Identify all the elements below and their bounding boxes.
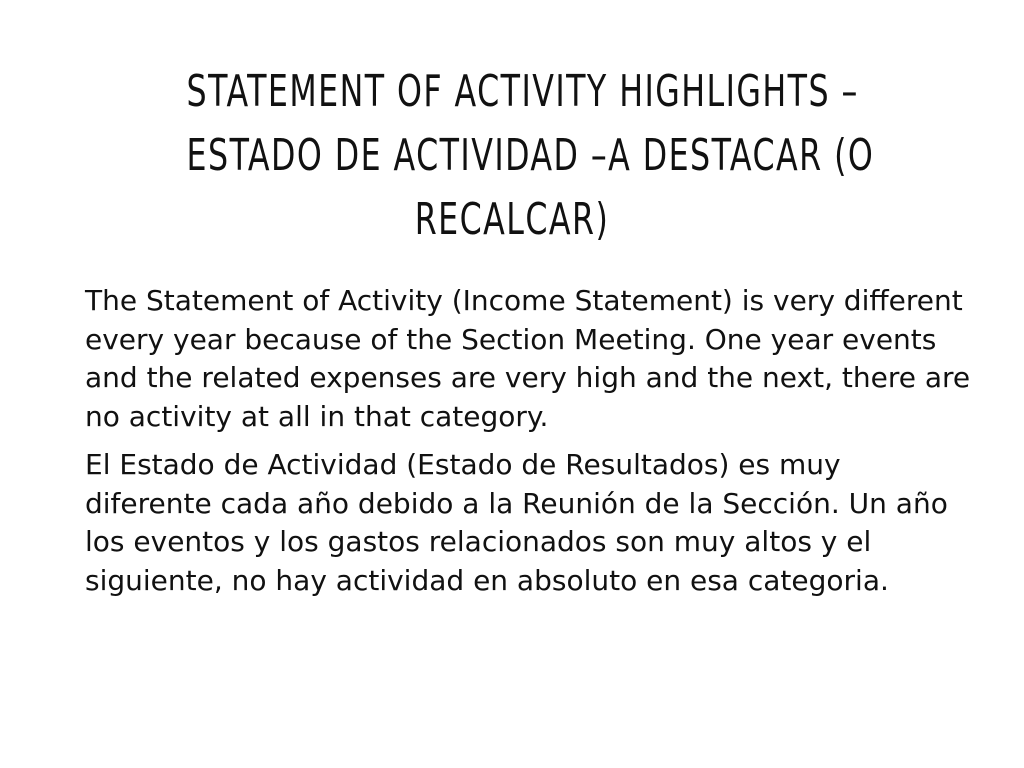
english-paragraph: The Statement of Activity (Income Statement) is very different every year because of the Section Meeting. One year events and the related expenses are very high and the next, there are no activity at all in that category.: [85, 284, 971, 433]
title-line-1: STATEMENT OF ACTIVITY HIGHLIGHTS –: [186, 66, 859, 117]
slide-body: [85, 282, 975, 610]
slide-title: [60, 60, 964, 252]
spanish-paragraph: El Estado de Actividad (Estado de Resultados) es muy diferente cada año debido a la Reunión de la Sección. Un año los eventos y los gastos relacionados son muy altos y el siguiente, no hay actividad en absoluto en esa categoria.: [85, 448, 948, 597]
title-line-2: ESTADO DE ACTIVIDAD –A DESTACAR (O: [186, 130, 875, 181]
title-line-3: RECALCAR): [414, 194, 610, 245]
